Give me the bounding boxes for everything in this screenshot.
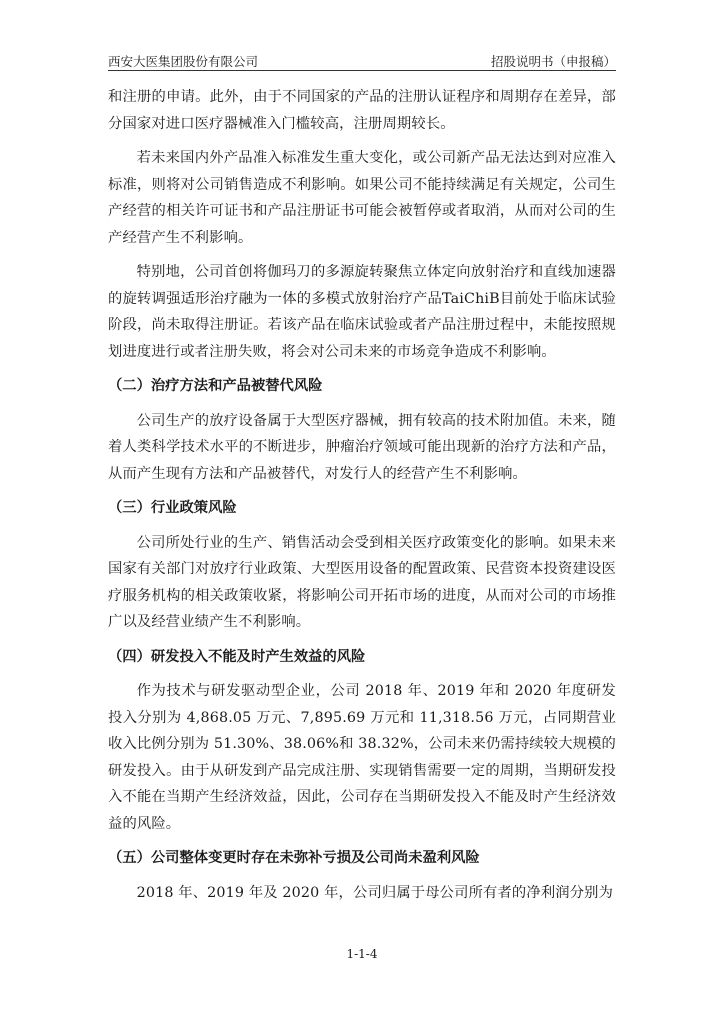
page-header [108, 50, 616, 71]
section-heading-loss-risk: （五）公司整体变更时存在未弥补亏损及公司尚未盈利风险 [108, 850, 480, 866]
paragraph-access-standards: 若未来国内外产品准入标准发生重大变化，或公司新产品无法达到对应准入标准，则将对公司销售造成不利影响。如果公司不能持续满足有关规定，公司生产经营的相关许可证书和产品注册证书可能会被暂停或者取消，从而对公司的生产经营产生不利影响。 [108, 150, 616, 246]
paragraph-registration-continued: 和注册的申请。此外，由于不同国家的产品的注册认证程序和周期存在差异，部分国家对进口医疗器械准入门槛较高，注册周期较长。 [108, 89, 616, 132]
paragraph-loss-risk: 2018 年、2019 年及 2020 年，公司归属于母公司所有者的净利润分别为 [136, 884, 614, 901]
paragraph-replacement-risk: 公司生产的放疗设备属于大型医疗器械，拥有较高的技术附加值。未来，随着人类科学技术水平的不断进步，肿瘤治疗领域可能出现新的治疗方法和产品，从而产生现有方法和产品被替代，对发行人的经营产生不利影响。 [108, 412, 616, 482]
document-body [108, 84, 616, 914]
header-company-name: 西安大医集团股份有限公司 [108, 54, 259, 69]
paragraph-policy-risk: 公司所处行业的生产、销售活动会受到相关医疗政策变化的影响。如果未来国家有关部门对放疗行业政策、大型医用设备的配置政策、民营资本投资建设医疗服务机构的相关政策收紧，将影响公司开拓市场的进度，从而对公司的市场推广以及经营业绩产生不利影响。 [108, 534, 616, 630]
section-heading-replacement-risk: （二）治疗方法和产品被替代风险 [108, 378, 323, 394]
section-heading-policy-risk: （三）行业政策风险 [108, 500, 237, 516]
section-heading-rd-risk: （四）研发投入不能及时产生效益的风险 [108, 648, 366, 665]
header-document-type: 招股说明书（申报稿） [490, 54, 616, 69]
paragraph-taichib: 特别地，公司首创将伽玛刀的多源旋转聚焦立体定向放射治疗和直线加速器的旋转调强适形治疗融为一体的多模式放射治疗产品TaiChiB目前处于临床试验阶段，尚未取得注册证。若该产品在临床试验或者产品注册过程中，未能按照规划进度进行或者注册失败，将会对公司未来的市场竞争造成不利影响。 [108, 264, 616, 360]
paragraph-rd-risk: 作为技术与研发驱动型企业，公司 2018 年、2019 年和 2020 年度研发投入分别为 4,868.05 万元、7,895.69 万元和 11,318.56 万元，占同期营业收入比例分别为 51.30%、38.06%和 38.32%，公司未来仍需持续较大规模的研发投入。由于从研发到产品完成注册、实现销售需要一定的周期，当期研发投入不能在当期产生经济效益，因此，公司存在当期研发投入不能及时产生经济效益的风险。 [108, 683, 616, 832]
page-number: 1-1-4 [346, 947, 378, 961]
